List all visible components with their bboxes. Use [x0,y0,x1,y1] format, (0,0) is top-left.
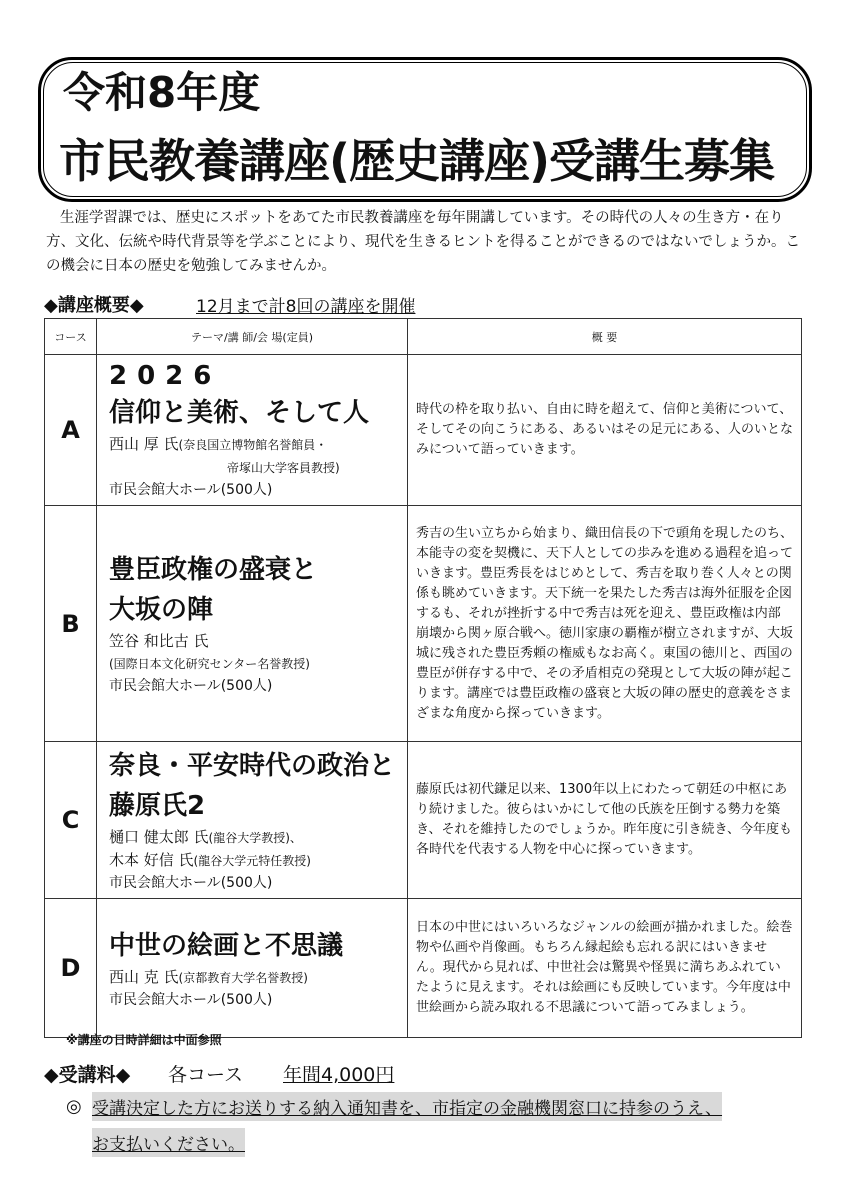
payment-instruction-line-1: 受講決定した方にお送りする納入通知書を、市指定の金融機関窓口に持参のうえ、 [92,1092,722,1121]
lecturer-affiliation-2: 帝塚山大学客員教授) [227,461,340,475]
course-venue: 市民会館大ホール(500人) [109,678,273,694]
course-row-b [45,506,802,742]
course-lecturer-line-1 [109,826,401,849]
course-lecturer-affiliation-line [109,652,401,675]
course-code: D [45,899,97,1038]
course-theme-cell [97,899,408,1038]
course-lecturer-line [109,966,401,989]
lecturer-affiliation: (国際日本文化研究センター名誉教授) [109,657,310,671]
intro-text: 生涯学習課では、歴史にスポットをあてた市民教養講座を毎年開講しています。その時代の人々の生き方・在り方、文化、伝統や時代背景等を学ぶことにより、現代を生きるヒントを得ることができるのではないでしょうか。この機会に日本の歴史を勉強してみませんか。 [46,210,800,274]
course-title: 中世の絵画と不思議 [109,930,344,961]
overview-heading: ◆講座概要◆ [44,295,144,316]
lecturer-affiliation: (京都教育大学名誉教授) [178,970,308,985]
header-theme: テーマ/講 師/会 場(定員) [97,319,408,355]
lecturer-name: 西山 克 氏 [109,967,179,986]
course-theme-cell [97,355,408,506]
fee-amount: 年間4,000円 [283,1064,395,1086]
course-summary: 時代の枠を取り払い、自由に時を超えて、信仰と美術について、そしてその向こうにある、あるいはその足元にある、人のいとなみについて語っていきます。 [408,355,802,506]
page-title: 市民教養講座(歴史講座)受講生募集 [59,134,775,188]
course-summary: 秀吉の生い立ちから始まり、織田信長の下で頭角を現したのち、本能寺の変を契機に、天下人としての歩みを進める過程を追っていきます。豊臣秀長をはじめとして、秀吉を取り巻く人々との関係も眺めていきます。天下統一を果たした秀吉は海外征服を企図するも、それが挫折する中で秀吉は死を迎え、豊臣政権は内部崩壊から関ヶ原合戦へ。徳川家康の覇権が樹立されますが、大坂城に残された豊臣秀頼の権威もなお高く。東国の徳川と、西国の豊臣が併存する中で、その矛盾相克の発現として大坂の陣が起こります。講座では豊臣政権の盛衰と大坂の陣の歴史的意義をさまざまな角度から探っていきます。 [408,506,802,742]
course-title-line-1: 豊臣政権の盛衰と [109,555,318,585]
course-title-line-1: 奈良・平安時代の政治と [109,751,396,781]
course-table [44,318,802,1038]
lecturer-affiliation: (奈良国立博物館名誉館員・ [178,438,328,452]
course-title-line-2: 大坂の陣 [109,595,214,625]
lecturer-name: 笠谷 和比古 氏 [109,632,209,650]
overview-subheading: 12月まで計8回の講座を開催 [196,297,416,317]
payment-instruction-line-2: お支払いください。 [92,1128,245,1157]
course-summary: 藤原氏は初代鎌足以来、1300年以上にわたって朝廷の中枢にあり続けました。彼らはいかにして他の氏族を圧倒する勢力を築き、それを維持したのでしょうか。昨年度に引き続き、今年度も各時代を代表する人物を中心に探っていきます。 [408,742,802,899]
course-row-c [45,742,802,899]
fee-heading: ◆受講料◆ [44,1064,131,1086]
lecturer-affiliation: (龍谷大学教授)、 [208,831,302,845]
course-code: A [45,355,97,506]
table-header-row [45,319,802,355]
course-row-a [45,355,802,506]
lecturer-name: 西山 厚 氏 [109,435,179,453]
course-lecturer-line-2 [109,849,401,872]
course-lecturer-line-2 [109,456,401,479]
course-code: B [45,506,97,742]
lecturer-affiliation-2: (龍谷大学元特任教授) [193,854,311,868]
lecturer-name-2: 木本 好信 氏 [109,851,194,869]
header-course: コース [45,319,97,355]
course-venue: 市民会館大ホール(500人) [109,875,273,891]
title-box [38,57,812,202]
course-title: 信仰と美術、そして人 [109,398,370,428]
course-theme-cell [97,742,408,899]
course-code: C [45,742,97,899]
course-summary: 日本の中世にはいろいろなジャンルの絵画が描かれました。絵巻物や仏画や肖像画。もちろん縁起絵も忘れる訳にはいきません。現代から見れば、中世社会は驚異や怪異に満ちあふれていたように見えます。それは絵画にも反映しています。今年度は中世絵画から読み取れる不思議について語ってみましょう。 [408,899,802,1038]
page-title-year: 令和8年度 [63,68,261,117]
course-row-d [45,899,802,1038]
intro-paragraph [46,206,806,278]
course-theme-cell [97,506,408,742]
fee-course-label: 各コース [168,1064,244,1086]
course-venue: 市民会館大ホール(500人) [109,482,273,498]
course-title-line-2: 藤原氏2 [109,791,206,821]
bullet-circle-icon: ◎ [66,1096,82,1117]
schedule-note: ※講座の日時詳細は中面参照 [66,1033,222,1047]
course-venue: 市民会館大ホール(500人) [109,991,273,1008]
header-summary: 概 要 [408,319,802,355]
course-lecturer-line [109,433,401,456]
course-year: 2026 [109,361,222,391]
lecturer-name: 樋口 健太郎 氏 [109,828,209,846]
